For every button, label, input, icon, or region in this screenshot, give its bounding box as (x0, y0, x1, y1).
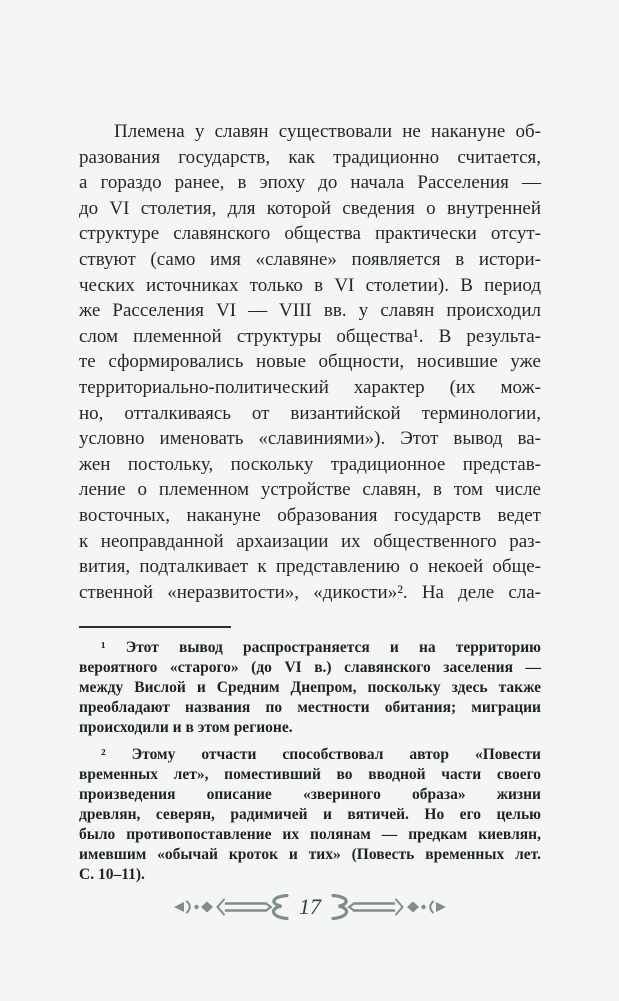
page-ornament-right-icon (331, 894, 446, 920)
text-line: разования государств, как традиционно считается, (79, 146, 541, 168)
text-line: структуре славянского общества практически отсут- (79, 223, 541, 245)
footnote-2 (79, 745, 541, 885)
text-line: ¹ Этот вывод распространяется и на территорию (101, 639, 541, 657)
text-line: ление о племенном устройстве славян, в том числе (79, 479, 541, 501)
text-line: между Вислой и Средним Днепром, поскольку здесь также (79, 679, 541, 697)
text-line: имевшим «обычай кроток и тих» (Повесть временных лет. (79, 846, 541, 864)
text-line: Племена у славян существовали не накануне об- (114, 121, 541, 142)
text-line: но, отталкиваясь от византийской терминологии, (79, 402, 541, 424)
text-line: территориально-политический характер (их мож- (79, 376, 541, 398)
footnote-1 (79, 638, 541, 738)
text-line: вероятного «старого» (до VI в.) славянского заселения — (79, 659, 541, 677)
text-line: С. 10–11). (79, 866, 145, 884)
text-line: же Расселения VI — VIII вв. у славян происходил (79, 300, 541, 322)
text-line: ственной «неразвитости», «дикости»². На деле сла- (79, 581, 541, 603)
text-line: восточных, накануне образования государств ведет (79, 504, 541, 526)
text-line: ствуют (само имя «славяне» появляется в истори- (79, 248, 541, 270)
text-line: происходили и в этом регионе. (79, 719, 293, 737)
text-line: те сформировались новые общности, носившие уже (79, 351, 541, 373)
page-footer (79, 894, 541, 920)
text-line: произведения описание «звериного образа» жизни (79, 786, 541, 804)
text-line: до VI столетия, для которой сведения о внутренней (79, 197, 541, 219)
text-line: было противопоставление их полянам — предкам киевлян, (79, 826, 541, 844)
page-number: 17 (299, 894, 321, 920)
text-line: к неоправданной архаизации их общественного раз- (79, 530, 541, 552)
text-line: условно именовать «славиниями»). Этот вывод ва- (79, 428, 541, 450)
page-ornament-left-icon (174, 894, 289, 920)
text-line: преобладают названия по местности обитания; миграции (79, 699, 541, 717)
text-line: а гораздо ранее, в эпоху до начала Расселения — (79, 172, 541, 194)
text-line: жен постольку, поскольку традиционное представ- (79, 453, 541, 475)
text-line: ческих источниках только в VI столетии). В период (79, 274, 541, 296)
text-line: слом племенной структуры общества¹. В результа- (79, 325, 541, 347)
main-paragraph (79, 119, 541, 605)
text-line: древлян, северян, радимичей и вятичей. Но его целью (79, 806, 541, 824)
text-line: ² Этому отчасти способствовал автор «Повести (101, 746, 541, 764)
text-line: временных лет», поместивший во вводной части своего (79, 766, 541, 784)
footnotes-section (79, 638, 541, 885)
footnote-separator (79, 626, 231, 628)
text-line: вития, подталкивает к представлению о некоей обще- (79, 556, 541, 578)
